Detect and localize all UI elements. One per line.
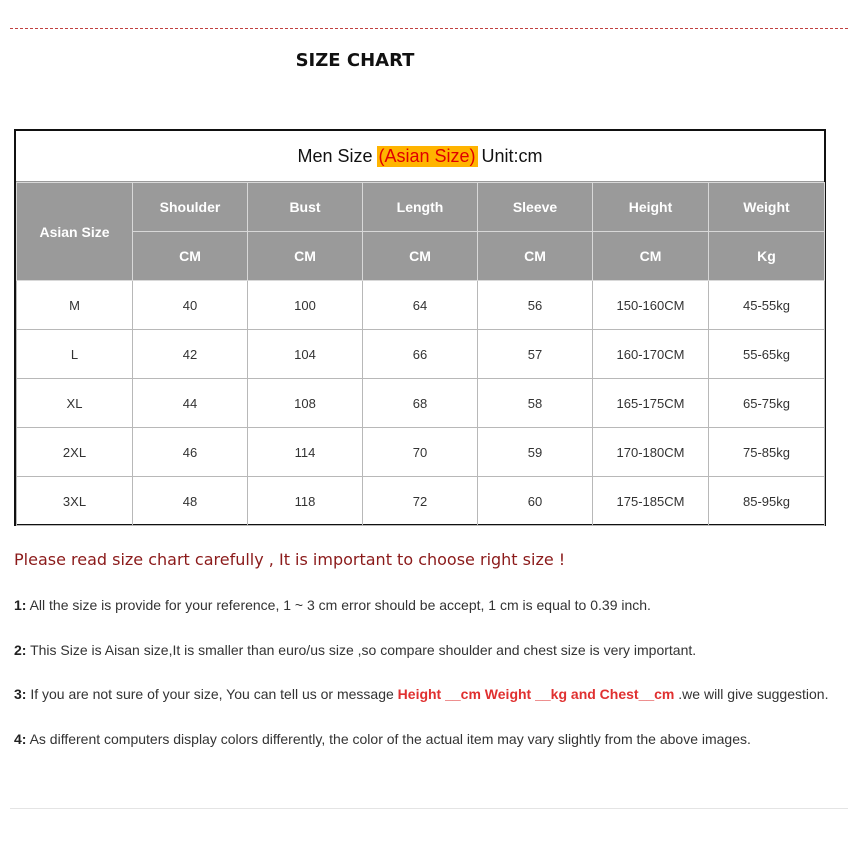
table-cell: 160-170CM (593, 330, 709, 379)
table-cell: 70 (363, 428, 478, 477)
size-table (16, 182, 825, 526)
table-cell: 46 (133, 428, 248, 477)
unit-row (17, 232, 825, 281)
table-cell: 64 (363, 281, 478, 330)
chart-title-prefix: Men Size (297, 145, 373, 166)
table-cell: 40 (133, 281, 248, 330)
table-cell: 66 (363, 330, 478, 379)
page-title: SIZE CHART (295, 50, 415, 71)
unit-cell: CM (363, 232, 478, 281)
note-number: 3: (14, 686, 27, 702)
table-cell: 170-180CM (593, 428, 709, 477)
note-1 (14, 597, 651, 613)
note-text: As different computers display colors differently, the color of the actual item may vary slightly from the above images. (26, 731, 751, 747)
unit-cell: CM (478, 232, 593, 281)
notice-text: Please read size chart carefully , It is important to choose right size ! (14, 550, 566, 569)
header-shoulder: Shoulder (133, 183, 248, 232)
header-row (17, 183, 825, 232)
table-cell: 57 (478, 330, 593, 379)
table-cell: L (17, 330, 133, 379)
note-text: This Size is Aisan size,It is smaller than euro/us size ,so compare shoulder and chest size is very important. (26, 642, 697, 658)
table-cell: 100 (248, 281, 363, 330)
table-cell: 108 (248, 379, 363, 428)
table-row (17, 428, 825, 477)
header-length: Length (363, 183, 478, 232)
note-number: 4: (14, 731, 27, 747)
note-number: 2: (14, 642, 27, 658)
table-cell: 55-65kg (709, 330, 825, 379)
note-highlight: Height __cm Weight __kg and Chest__cm (397, 686, 675, 702)
table-cell: 68 (363, 379, 478, 428)
note-4 (14, 731, 751, 747)
note-2 (14, 642, 696, 658)
chart-title-unit: Unit:cm (481, 145, 543, 166)
table-cell: XL (17, 379, 133, 428)
header-weight: Weight (709, 183, 825, 232)
table-cell: 42 (133, 330, 248, 379)
table-cell: 75-85kg (709, 428, 825, 477)
table-cell: 118 (248, 477, 363, 526)
table-cell: 72 (363, 477, 478, 526)
table-row (17, 477, 825, 526)
table-cell: 44 (133, 379, 248, 428)
table-cell: 60 (478, 477, 593, 526)
note-3 (14, 686, 828, 702)
note-text: If you are not sure of your size, You can tell us or message (26, 686, 398, 702)
bottom-divider (10, 808, 848, 809)
header-sleeve: Sleeve (478, 183, 593, 232)
chart-title-highlight: (Asian Size) (378, 145, 476, 166)
size-chart (14, 129, 826, 526)
header-bust: Bust (248, 183, 363, 232)
table-cell: 3XL (17, 477, 133, 526)
table-cell: 85-95kg (709, 477, 825, 526)
header-height: Height (593, 183, 709, 232)
table-cell: 2XL (17, 428, 133, 477)
table-cell: 58 (478, 379, 593, 428)
table-cell: 150-160CM (593, 281, 709, 330)
table-cell: 65-75kg (709, 379, 825, 428)
table-cell: 56 (478, 281, 593, 330)
top-divider (10, 28, 848, 29)
table-cell: 48 (133, 477, 248, 526)
table-cell: 114 (248, 428, 363, 477)
table-row (17, 330, 825, 379)
unit-cell: CM (248, 232, 363, 281)
note-text: All the size is provide for your reference, 1 ~ 3 cm error should be accept, 1 cm is equal to 0.39 inch. (26, 597, 651, 613)
table-row (17, 379, 825, 428)
table-cell: 175-185CM (593, 477, 709, 526)
table-cell: M (17, 281, 133, 330)
note-number: 1: (14, 597, 27, 613)
header-asian-size: Asian Size (17, 183, 133, 281)
table-cell: 45-55kg (709, 281, 825, 330)
unit-cell: CM (593, 232, 709, 281)
table-row (17, 281, 825, 330)
unit-cell: Kg (709, 232, 825, 281)
chart-title (16, 131, 824, 182)
unit-cell: CM (133, 232, 248, 281)
table-cell: 165-175CM (593, 379, 709, 428)
table-cell: 59 (478, 428, 593, 477)
table-cell: 104 (248, 330, 363, 379)
note-tail: .we will give suggestion. (674, 686, 829, 702)
